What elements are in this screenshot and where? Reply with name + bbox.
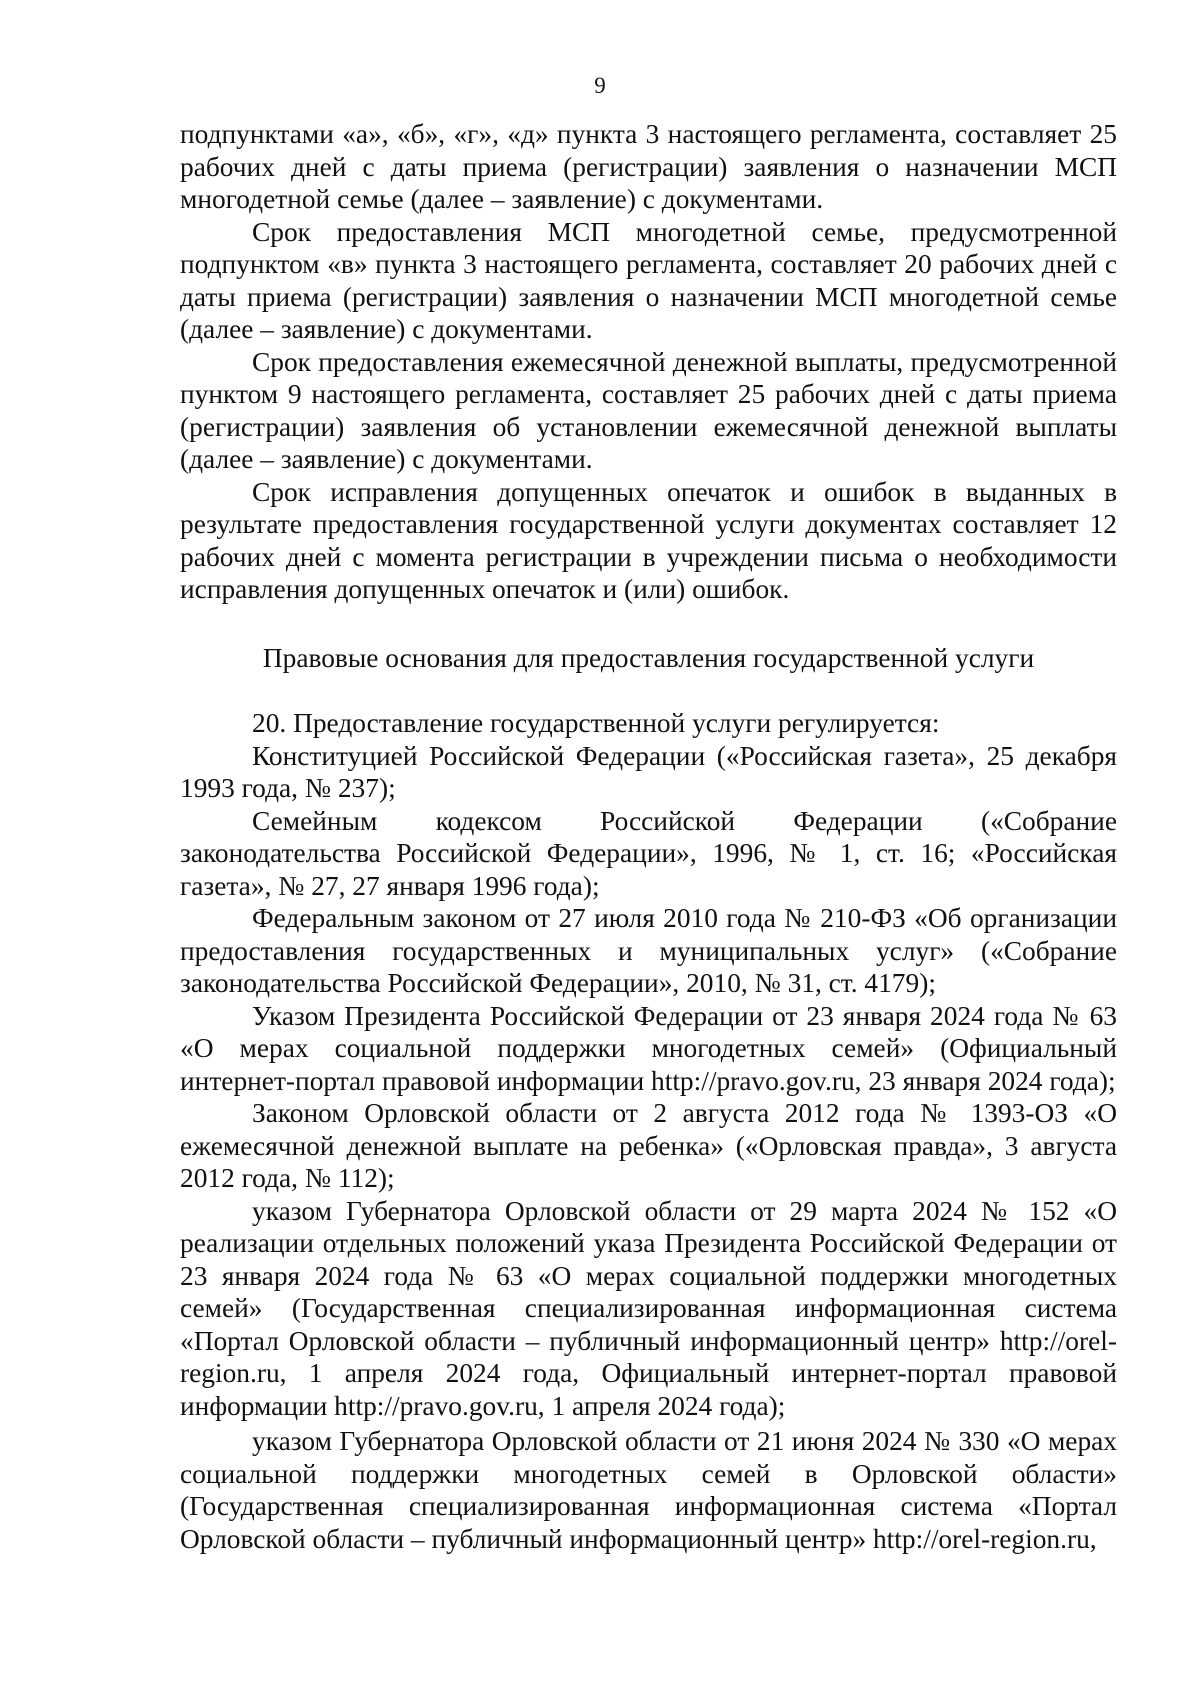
paragraph-term-continuation: подпунктами «а», «б», «г», «д» пункта 3 настоящего регламента, составляет 25 рабочих дней с даты приема (регистрации) заявления о назначении МСП многодетной семье (далее – заявление) с документами.	[180, 119, 1117, 214]
paragraph-constitution: Конституцией Российской Федерации («Российская газета», 25 декабря 1993 года, № 237);	[180, 740, 1117, 803]
document-body	[180, 118, 1117, 1555]
paragraph-family-code: Семейным кодексом Российской Федерации («Собрание законодательства Российской Федерации», 1996, № 1, ст. 16; «Российская газета», № 27, 27 января 1996 года);	[180, 805, 1117, 901]
paragraph-presidential-decree-63: Указом Президента Российской Федерации от 23 января 2024 года № 63 «О мерах социальной поддержки многодетных семей» (Официальный интернет-портал правовой информации http://pravo.gov.ru, 23 января 2024 года);	[180, 1000, 1117, 1096]
paragraph-term-monthly-payment: Срок предоставления ежемесячной денежной выплаты, предусмотренной пунктом 9 настоящего регламента, составляет 25 рабочих дней с даты приема (регистрации) заявления об установлении ежемесячной денежной выплаты (далее – заявление) с документами.	[180, 346, 1117, 474]
paragraph-term-subpoint-v: Срок предоставления МСП многодетной семье, предусмотренной подпунктом «в» пункта 3 настоящего регламента, составляет 20 рабочих дней с даты приема (регистрации) заявления о назначении МСП многодетной семье (далее – заявление) с документами.	[180, 216, 1117, 344]
paragraph-federal-law-210: Федеральным законом от 27 июля 2010 года № 210-ФЗ «Об организации предоставления государственных и муниципальных услуг» («Собрание законодательства Российской Федерации», 2010, № 31, ст. 4179);	[180, 903, 1117, 998]
paragraph-legal-basis-intro: 20. Предоставление государственной услуги регулируется:	[252, 708, 940, 738]
paragraph-oryol-law-1393: Законом Орловской области от 2 августа 2012 года № 1393-ОЗ «О ежемесячной денежной выплате на ребенка» («Орловская правда», 3 августа 2012 года, № 112);	[180, 1098, 1117, 1193]
paragraph-governor-decree-330: указом Губернатора Орловской области от 21 июня 2024 № 330 «О мерах социальной поддержки многодетных семей в Орловской области» (Государственная специализированная информационная система «Портал Орловской области – публичный информационный центр» http://orel-region.ru,	[180, 1426, 1117, 1554]
section-heading: Правовые основания для предоставления государственной услуги	[262, 642, 1035, 673]
page-number: 9	[594, 73, 606, 98]
paragraph-term-error-correction: Срок исправления допущенных опечаток и ошибок в выданных в результате предоставления государственной услуги документах составляет 12 рабочих дней с момента регистрации в учреждении письма о необходимости исправления допущенных опечаток и (или) ошибок.	[180, 476, 1117, 604]
paragraph-governor-decree-152: указом Губернатора Орловской области от 29 марта 2024 № 152 «О реализации отдельных положений указа Президента Российской Федерации от 23 января 2024 года № 63 «О мерах социальной поддержки многодетных семей» (Государственная специализированная информационная система «Портал Орловской области – публичный информационный центр» http://orel-region.ru, 1 апреля 2024 года, Официальный интернет-портал правовой информации http://pravo.gov.ru, 1 апреля 2024 года);	[180, 1195, 1117, 1421]
